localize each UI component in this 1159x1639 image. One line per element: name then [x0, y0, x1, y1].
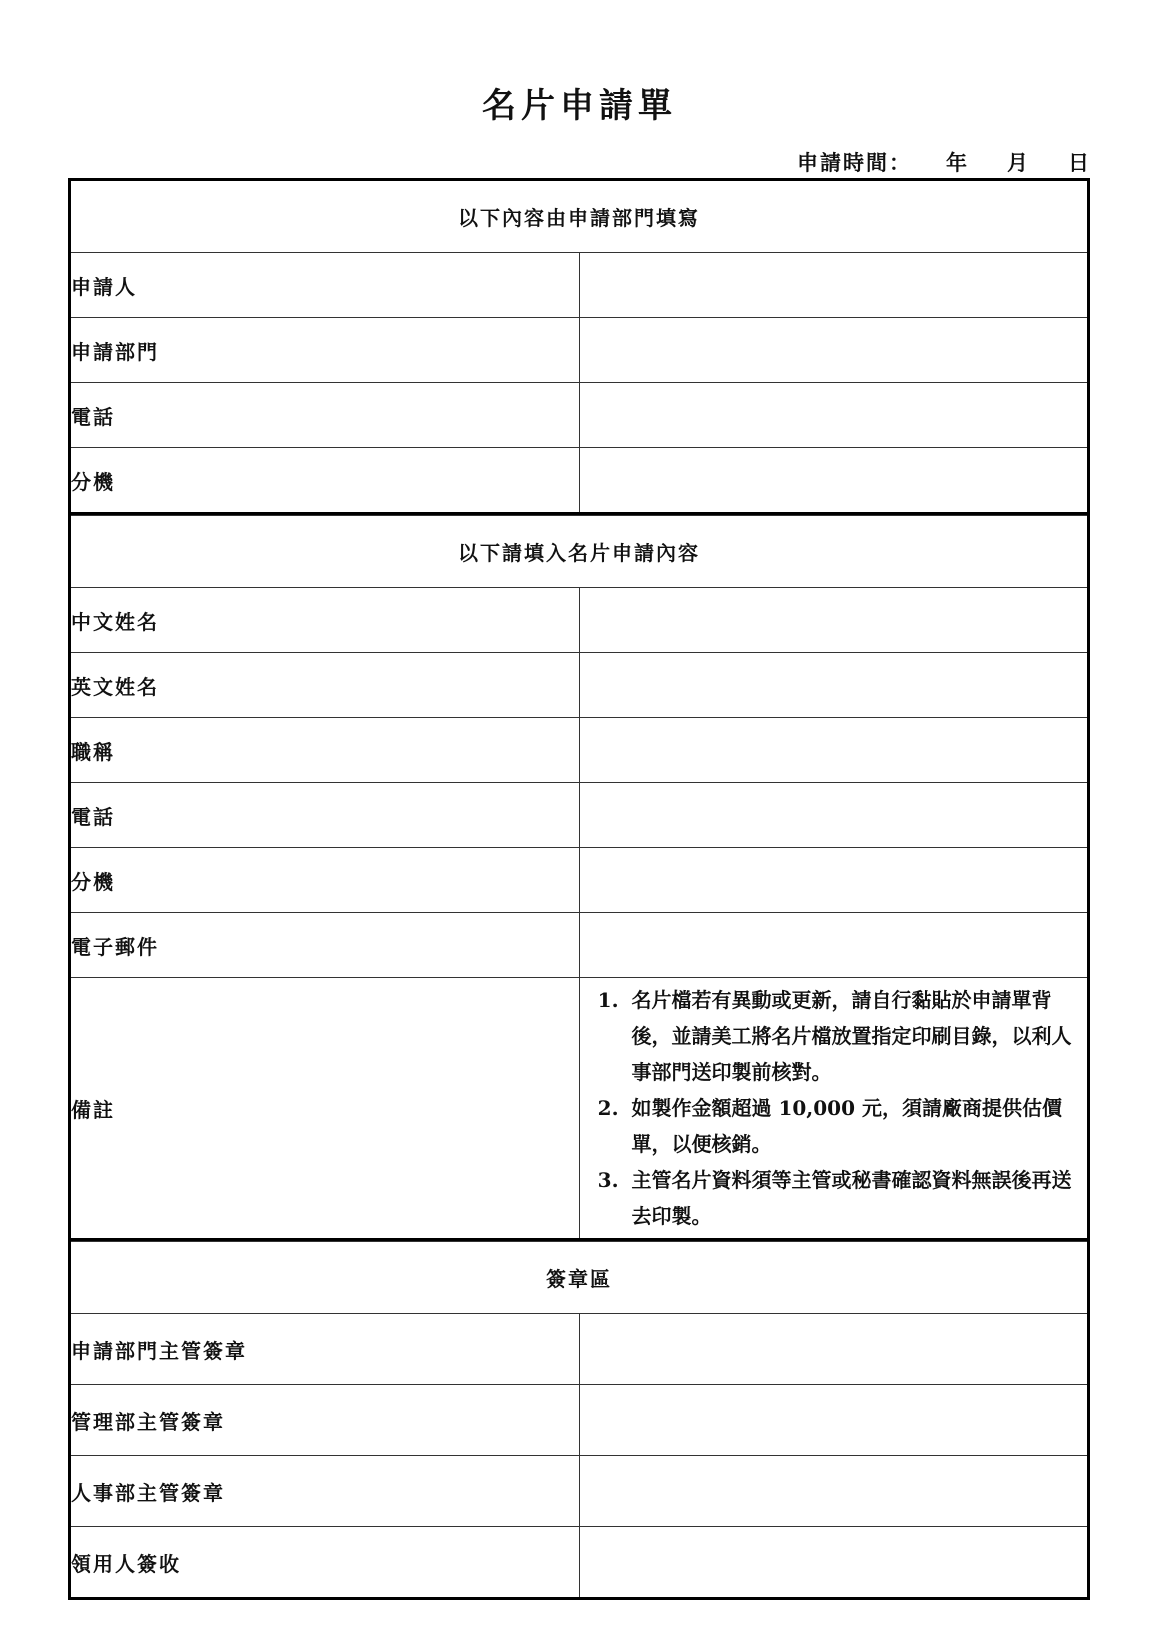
field-admin-manager-signature[interactable] — [579, 1385, 1089, 1456]
note-item: 2. 如製作金額超過 10,000 元，須請廠商提供估價單，以便核銷。 — [626, 1090, 1078, 1162]
field-hr-manager-signature[interactable] — [579, 1456, 1089, 1527]
application-date — [797, 147, 1089, 177]
field-dept-manager-signature[interactable] — [579, 1314, 1089, 1385]
field-card-extension[interactable] — [579, 848, 1089, 913]
field-label-dept-manager-signature: 申請部門主管簽章 — [70, 1314, 580, 1385]
field-chinese-name[interactable] — [579, 588, 1089, 653]
application-form — [68, 178, 1090, 1600]
date-year-unit: 年 — [946, 150, 967, 175]
date-label: 申請時間： — [797, 150, 912, 175]
section-header: 簽章區 — [70, 1242, 1089, 1314]
field-label-recipient-signature: 領用人簽收 — [70, 1527, 580, 1599]
field-label-applicant: 申請人 — [70, 253, 580, 318]
field-email[interactable] — [579, 913, 1089, 978]
field-label-card-phone: 電話 — [70, 783, 580, 848]
signature-section — [68, 1241, 1090, 1600]
field-label-phone: 電話 — [70, 383, 580, 448]
notes-cell — [579, 978, 1089, 1240]
date-day-unit: 日 — [1068, 150, 1089, 175]
field-recipient-signature[interactable] — [579, 1527, 1089, 1599]
field-label-email: 電子郵件 — [70, 913, 580, 978]
field-label-admin-manager-signature: 管理部主管簽章 — [70, 1385, 580, 1456]
field-applicant[interactable] — [579, 253, 1089, 318]
note-item: 3. 主管名片資料須等主管或秘書確認資料無誤後再送去印製。 — [626, 1162, 1078, 1234]
field-job-title[interactable] — [579, 718, 1089, 783]
field-card-phone[interactable] — [579, 783, 1089, 848]
field-label-hr-manager-signature: 人事部主管簽章 — [70, 1456, 580, 1527]
field-label-english-name: 英文姓名 — [70, 653, 580, 718]
date-month-unit: 月 — [1007, 150, 1028, 175]
field-label-notes: 備註 — [70, 978, 580, 1240]
notes-list — [590, 982, 1078, 1234]
form-title: 名片申請單 — [482, 86, 677, 126]
field-label-extension: 分機 — [70, 448, 580, 514]
section-header: 以下內容由申請部門填寫 — [70, 180, 1089, 253]
note-item: 1. 名片檔若有異動或更新，請自行黏貼於申請單背後，並請美工將名片檔放置指定印刷目錄，以利人事部門送印製前核對。 — [626, 982, 1078, 1090]
section-header: 以下請填入名片申請內容 — [70, 516, 1089, 588]
field-phone[interactable] — [579, 383, 1089, 448]
applicant-section — [68, 178, 1090, 515]
field-label-chinese-name: 中文姓名 — [70, 588, 580, 653]
field-english-name[interactable] — [579, 653, 1089, 718]
field-label-job-title: 職稱 — [70, 718, 580, 783]
field-label-card-extension: 分機 — [70, 848, 580, 913]
field-department[interactable] — [579, 318, 1089, 383]
field-extension[interactable] — [579, 448, 1089, 514]
card-content-section — [68, 515, 1090, 1241]
field-label-department: 申請部門 — [70, 318, 580, 383]
